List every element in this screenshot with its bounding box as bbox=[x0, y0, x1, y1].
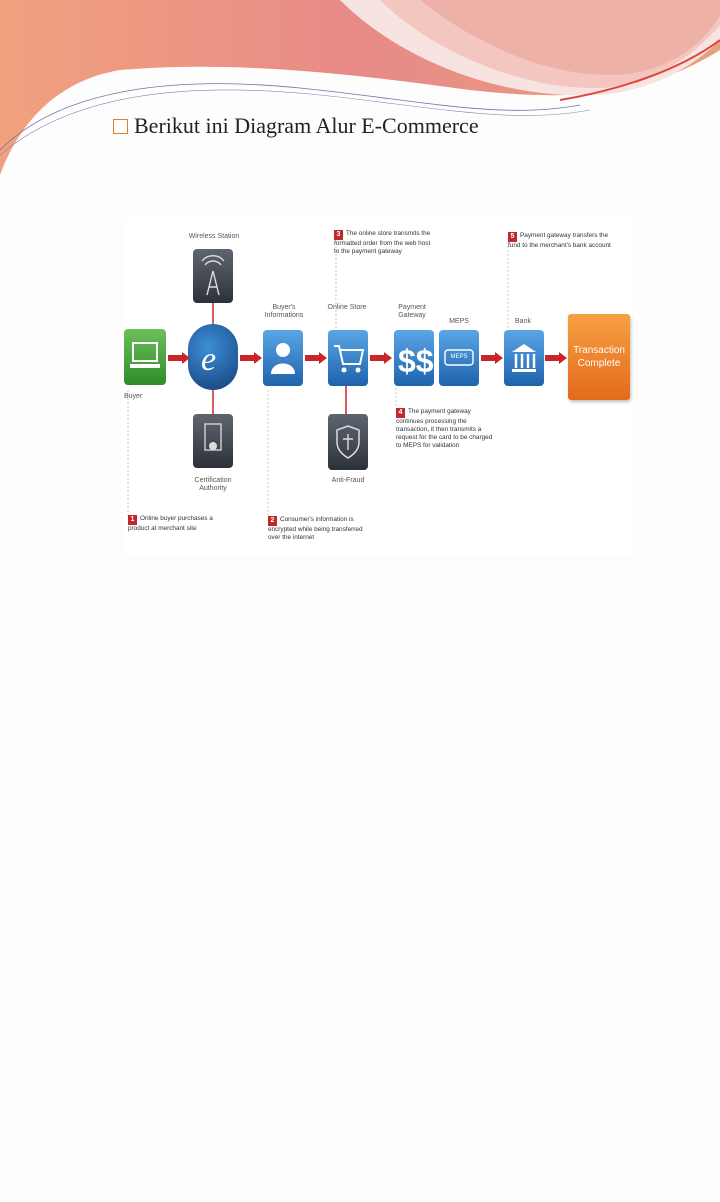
anti-fraud-label: Anti-Fraud bbox=[331, 477, 365, 484]
certificate-icon bbox=[193, 414, 233, 468]
svg-text:e: e bbox=[201, 341, 217, 378]
bank-building-icon bbox=[504, 330, 544, 386]
wireless-station-label: Wireless Station bbox=[188, 233, 240, 240]
arrow-right-icon bbox=[305, 352, 327, 364]
slide-heading bbox=[113, 113, 479, 139]
arrow-right-icon bbox=[481, 352, 503, 364]
step-note-5: 5 Payment gateway transfers the fund to the merchant's bank account bbox=[508, 232, 611, 249]
arrow-right-icon bbox=[168, 352, 190, 364]
svg-text:$$: $$ bbox=[398, 343, 434, 379]
transaction-complete-box: Transaction Complete bbox=[568, 314, 630, 400]
checkbox-bullet-icon bbox=[113, 119, 128, 134]
bank-label: Bank bbox=[515, 318, 531, 325]
step-note-1: 1 Online buyer purchases a product at merchant site bbox=[128, 515, 213, 532]
arrow-right-icon bbox=[370, 352, 392, 364]
arrow-right-icon bbox=[240, 352, 262, 364]
shopping-cart-icon bbox=[328, 330, 368, 386]
certification-authority-label: Certification Authority bbox=[194, 477, 232, 492]
meps-card-text: MEPS bbox=[450, 354, 468, 360]
user-person-icon bbox=[263, 330, 303, 386]
step-note-4: 4 The payment gateway continues processing the transaction, it then transmits a request for the card to be charged to MEPS for validation bbox=[396, 408, 493, 449]
buyer-label: Buyer bbox=[124, 393, 143, 400]
browser-e-icon bbox=[188, 324, 238, 390]
shield-icon bbox=[328, 414, 368, 470]
header-wave-decoration bbox=[0, 0, 720, 200]
payment-gateway-label: Payment Gateway bbox=[398, 304, 426, 319]
buyer-info-label: Buyer's Informations bbox=[264, 304, 304, 319]
step-note-2: 2 Consumer's information is encrypted while being transferred over the internet bbox=[268, 516, 363, 541]
meps-label: MEPS bbox=[449, 318, 469, 325]
ecommerce-flow-diagram bbox=[124, 218, 632, 556]
online-store-label: Online Store bbox=[327, 304, 367, 311]
arrow-right-icon bbox=[545, 352, 567, 364]
wireless-tower-icon bbox=[193, 249, 233, 303]
buyer-computer-icon bbox=[124, 329, 166, 385]
heading-text: Berikut ini Diagram Alur E-Commerce bbox=[134, 113, 479, 138]
step-note-3: 3 The online store transmits the formatted order from the web host to the payment gateway bbox=[334, 230, 431, 255]
dollar-icon bbox=[394, 330, 434, 386]
meps-card-icon bbox=[439, 330, 479, 386]
